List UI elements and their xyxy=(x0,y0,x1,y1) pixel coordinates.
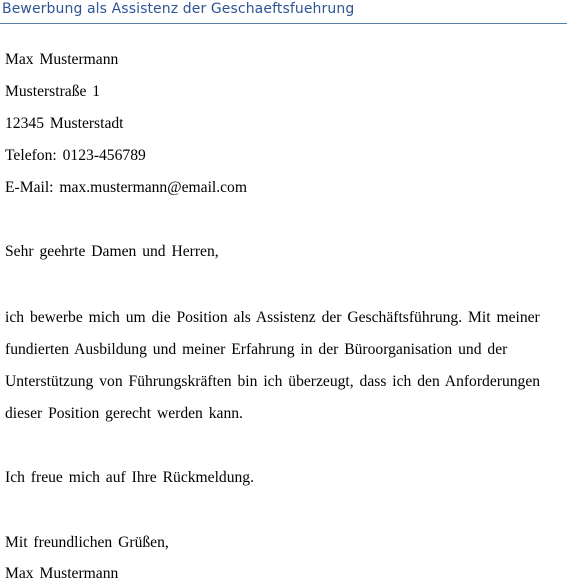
body-line: dieser Position gerecht werden kann. xyxy=(5,405,243,422)
closing-sentence: Ich freue mich auf Ihre Rückmeldung. xyxy=(5,469,255,486)
signature-name: Max Mustermann xyxy=(5,565,119,582)
document-header xyxy=(0,0,567,24)
salutation: Sehr geehrte Damen und Herren, xyxy=(5,243,219,260)
sender-email: E-Mail: max.mustermann@email.com xyxy=(5,179,247,196)
body-line: ich bewerbe mich um die Position als Assistenz der Geschäftsführung. Mit meiner xyxy=(5,309,540,326)
sender-street: Musterstraße 1 xyxy=(5,83,101,100)
sender-phone: Telefon: 0123-456789 xyxy=(5,147,146,164)
sender-city: 12345 Musterstadt xyxy=(5,115,124,132)
document-title: Bewerbung als Assistenz der Geschaeftsfuehrung xyxy=(2,1,355,17)
body-line: fundierten Ausbildung und meiner Erfahrung in der Büroorganisation und der xyxy=(5,341,508,358)
body-line: Unterstützung von Führungskräften bin ich überzeugt, dass ich den Anforderungen xyxy=(5,373,541,390)
valediction: Mit freundlichen Grüßen, xyxy=(5,534,169,551)
sender-name: Max Mustermann xyxy=(5,51,119,68)
